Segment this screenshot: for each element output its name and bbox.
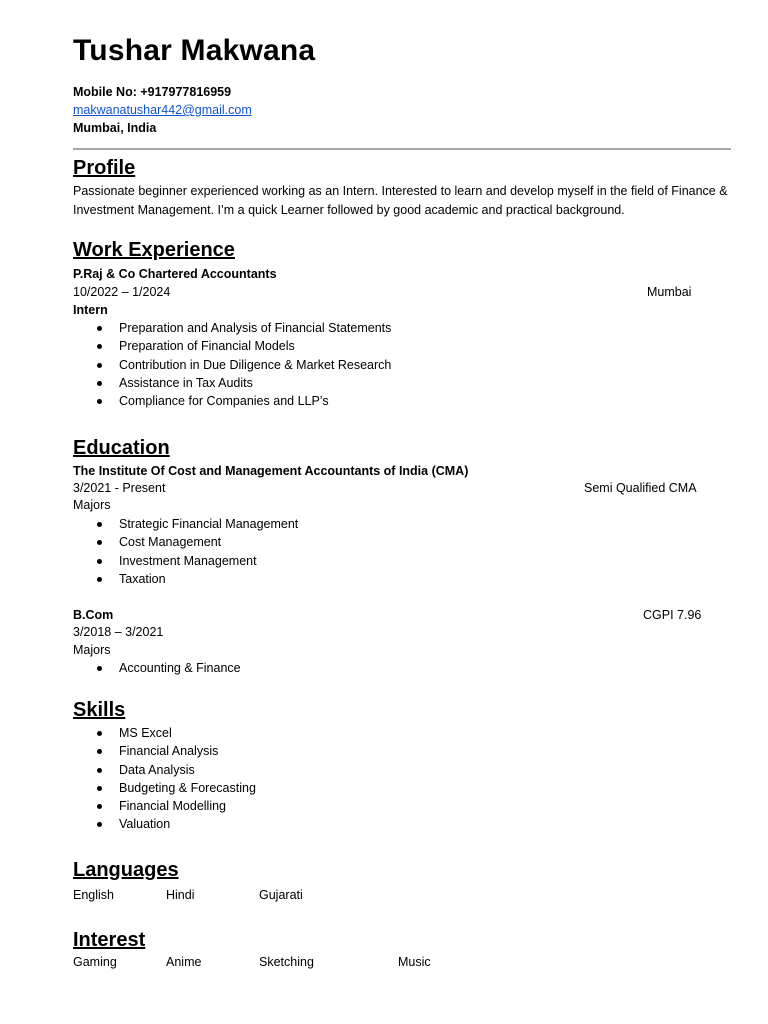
profile-heading: Profile [73, 157, 136, 179]
list-item [73, 374, 391, 392]
interest-heading: Interest [73, 929, 146, 951]
bullet-icon [97, 768, 102, 773]
email-link-text[interactable]: makwanatushar442@gmail.com [73, 103, 252, 117]
bcom-majors-list [73, 659, 241, 677]
interest-item: Music [398, 955, 431, 969]
list-item-text: Preparation of Financial Models [119, 339, 295, 354]
list-item-text: Compliance for Companies and LLP’s [119, 394, 329, 409]
bullet-icon [97, 540, 102, 545]
cma-dates: 3/2021 - Present [73, 481, 166, 495]
bcom-degree: B.Com [73, 608, 114, 622]
list-item [73, 779, 256, 797]
list-item [73, 797, 256, 815]
cma-majors-list [73, 515, 298, 588]
interest-item: Gaming [73, 955, 117, 969]
list-item-text: Cost Management [119, 535, 222, 550]
list-item-text: Taxation [119, 571, 166, 586]
list-item-text: Financial Analysis [119, 744, 219, 759]
bullet-icon [97, 804, 102, 809]
list-item-text: Valuation [119, 817, 171, 832]
list-item [73, 392, 391, 410]
list-item [73, 533, 298, 551]
bullet-icon [97, 559, 102, 564]
interest-item: Anime [166, 955, 202, 969]
language-item: Hindi [166, 888, 195, 902]
resume-name: Tushar Makwana [73, 34, 316, 67]
skills-heading: Skills [73, 699, 126, 721]
bullet-icon [97, 822, 102, 827]
work-experience-heading: Work Experience [73, 239, 235, 261]
list-item-text: Contribution in Due Diligence & Market Research [119, 357, 392, 372]
work-role: Intern [73, 303, 108, 317]
list-item-text: MS Excel [119, 726, 172, 740]
bcom-dates: 3/2018 – 3/2021 [73, 625, 164, 639]
bcom-grade: CGPI 7.96 [643, 608, 702, 622]
list-item [73, 761, 256, 779]
list-item [73, 659, 241, 677]
list-item [73, 337, 391, 355]
list-item-text: Preparation and Analysis of Financial Statements [119, 321, 392, 335]
bullet-icon [97, 363, 102, 368]
languages-heading: Languages [73, 859, 179, 881]
work-company: P.Raj & Co Chartered Accountants [73, 267, 277, 281]
list-item-text: Investment Management [119, 553, 257, 568]
list-item [73, 515, 298, 533]
bullet-icon [97, 381, 102, 386]
cma-majors-label: Majors [73, 498, 111, 512]
location: Mumbai, India [73, 121, 157, 135]
language-item: Gujarati [259, 888, 303, 902]
list-item [73, 742, 256, 760]
bullet-icon [97, 522, 102, 527]
bullet-icon [97, 344, 102, 349]
list-item-text: Budgeting & Forecasting [119, 780, 256, 795]
work-location: Mumbai [647, 285, 692, 299]
work-duties-list [73, 319, 391, 410]
language-item: English [73, 888, 114, 902]
bullet-icon [97, 577, 102, 582]
cma-status: Semi Qualified CMA [584, 481, 697, 495]
header-divider [73, 148, 731, 150]
profile-text: Passionate beginner experienced working as an Intern. Interested to learn and develop myself in the field of Finance & Investment Management. I’m a quick Learner followed by good academic and practical background. [73, 184, 728, 217]
bullet-icon [97, 731, 102, 736]
bullet-icon [97, 399, 102, 404]
list-item-text: Assistance in Tax Audits [119, 375, 253, 390]
bcom-majors-label: Majors [73, 643, 111, 657]
list-item [73, 319, 391, 337]
list-item [73, 552, 298, 570]
cma-institute: The Institute Of Cost and Management Accountants of India (CMA) [73, 464, 469, 478]
email-link[interactable] [73, 101, 252, 119]
list-item-text: Financial Modelling [119, 799, 227, 814]
list-item-text: Accounting & Finance [119, 661, 241, 675]
list-item [73, 356, 391, 374]
list-item [73, 724, 256, 742]
list-item [73, 570, 298, 588]
list-item [73, 815, 256, 833]
list-item-text: Data Analysis [119, 762, 195, 777]
skills-list [73, 724, 256, 834]
mobile-number: Mobile No: +917977816959 [73, 85, 232, 99]
list-item-text: Strategic Financial Management [119, 517, 299, 531]
bullet-icon [97, 666, 102, 671]
interest-item: Sketching [259, 955, 314, 969]
education-heading: Education [73, 437, 170, 459]
work-dates: 10/2022 – 1/2024 [73, 285, 171, 299]
bullet-icon [97, 326, 102, 331]
bullet-icon [97, 749, 102, 754]
bullet-icon [97, 786, 102, 791]
